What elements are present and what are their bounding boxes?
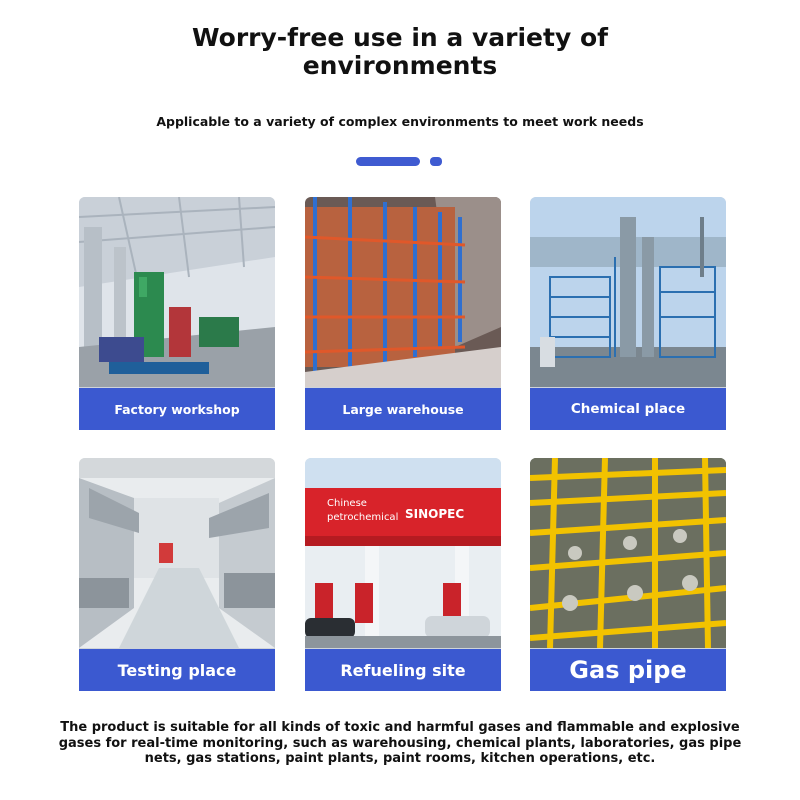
card-label: Gas pipe	[530, 649, 726, 691]
warehouse-image	[305, 197, 501, 387]
sign-text-petrochemical: petrochemical	[327, 512, 399, 523]
card-label: Factory workshop	[79, 388, 275, 430]
environment-card-testing	[79, 458, 275, 691]
card-label: Testing place	[79, 649, 275, 691]
environment-card-factory	[79, 197, 275, 430]
factory-image	[79, 197, 275, 387]
environment-card-warehouse	[305, 197, 501, 430]
environment-card-chemical	[530, 197, 726, 430]
page-title-line-1: Worry-free use in a variety of	[191, 23, 608, 52]
pagination-dot	[430, 157, 442, 166]
card-label: Refueling site	[305, 649, 501, 691]
page-title-line-2: environments	[302, 51, 498, 80]
environment-card-gas-pipe	[530, 458, 726, 691]
page-title	[0, 24, 800, 80]
page-subtitle: Applicable to a variety of complex environments to meet work needs	[156, 114, 644, 129]
pagination-dot-active	[356, 157, 420, 166]
gas-pipe-image	[530, 458, 726, 648]
footer-description: The product is suitable for all kinds of toxic and harmful gases and flammable and explosive gases for real-time monitoring, such as warehousing, chemical plants, laboratories, gas pipe nets, gas stations, paint plants, paint rooms, kitchen operations, etc.	[58, 720, 742, 766]
sign-brand-sinopec: SINOPEC	[405, 507, 465, 521]
kitchen-lab-image	[79, 458, 275, 648]
card-label: Large warehouse	[305, 388, 501, 430]
sign-text-chinese: Chinese	[327, 498, 367, 509]
card-label: Chemical place	[530, 388, 726, 430]
chemical-plant-image	[530, 197, 726, 387]
environment-card-refueling	[305, 458, 501, 691]
gas-station-image	[305, 458, 501, 648]
